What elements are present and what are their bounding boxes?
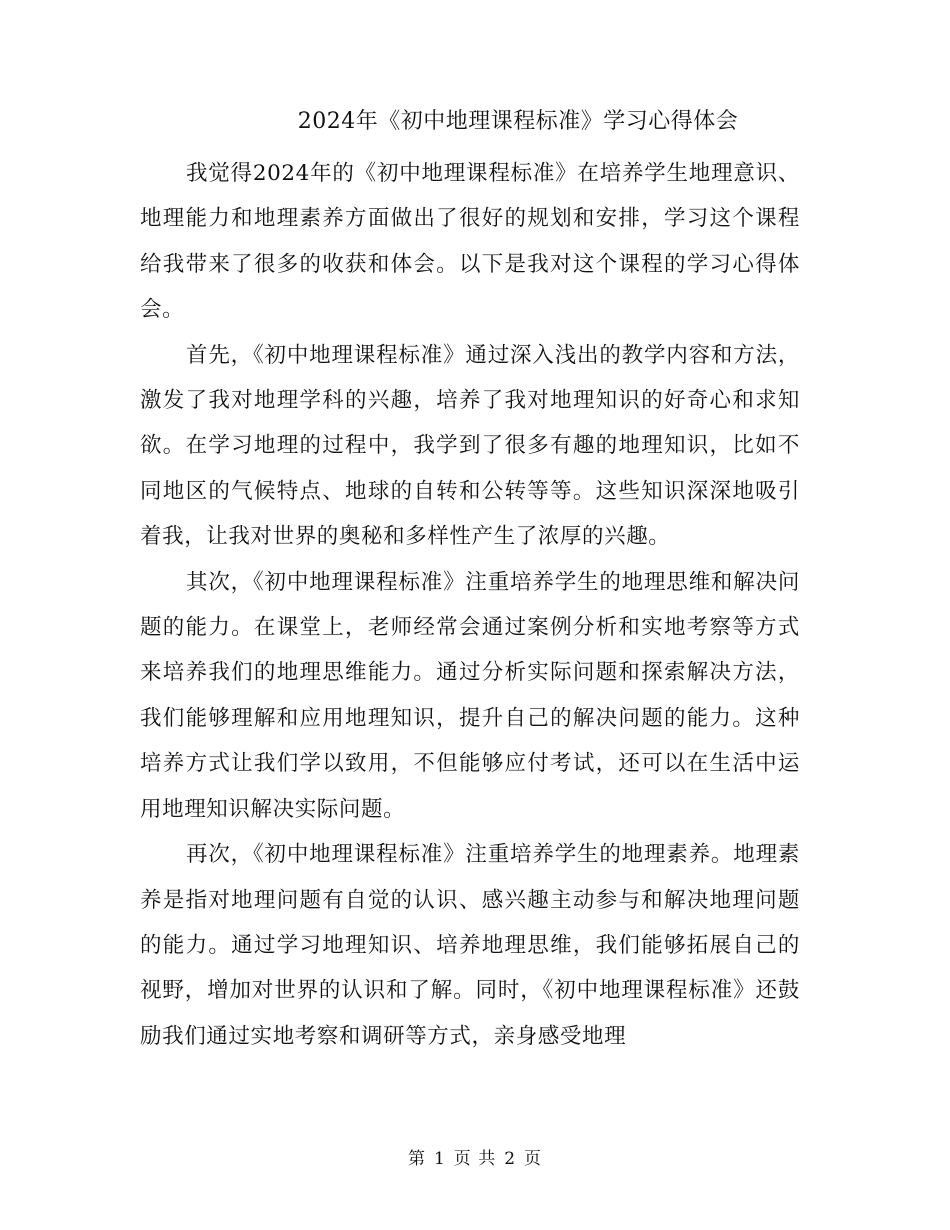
paragraph-second: 其次，《初中地理课程标准》注重培养学生的地理思维和解决问题的能力。在课堂上，老师经常会通过案例分析和实地考察等方式来培养我们的地理思维能力。通过分析实际问题和探索解决方法，我们能够理解和应用地理知识，提升自己的解决问题的能力。这种培养方式让我们学以致用，不但能够应付考试，还可以在生活中运用地理知识解决实际问题。 — [140, 569, 800, 822]
page-number-suffix: 页 — [524, 1149, 543, 1169]
paragraph-third: 再次，《初中地理课程标准》注重培养学生的地理素养。地理素养是指对地理问题有自觉的认识、感兴趣主动参与和解决地理问题的能力。通过学习地理知识、培养地理思维，我们能够拓展自己的视野，增加对世界的认识和了解。同时，《初中地理课程标准》还鼓励我们通过实地考察和调研等方式，亲身感受地理 — [140, 842, 800, 1049]
page-number-mid: 页 共 — [453, 1149, 497, 1169]
page-number-total: 2 — [504, 1149, 517, 1169]
page-number-current: 1 — [433, 1149, 446, 1169]
document-body — [140, 151, 800, 1059]
paragraph-intro: 我觉得2024年的《初中地理课程标准》在培养学生地理意识、地理能力和地理素养方面做出了很好的规划和安排，学习这个课程给我带来了很多的收获和体会。以下是我对这个课程的学习心得体会。 — [140, 161, 800, 323]
page-footer — [0, 1146, 950, 1172]
document-title: 2024年《初中地理课程标准》学习心得体会 — [297, 109, 739, 134]
paragraph-first: 首先，《初中地理课程标准》通过深入浅出的教学内容和方法，激发了我对地理学科的兴趣，培养了我对地理知识的好奇心和求知欲。在学习地理的过程中，我学到了很多有趣的地理知识，比如不同地区的气候特点、地球的自转和公转等等。这些知识深深地吸引着我，让我对世界的奥秘和多样性产生了浓厚的兴趣。 — [140, 342, 800, 550]
page-number-prefix: 第 — [407, 1149, 426, 1169]
